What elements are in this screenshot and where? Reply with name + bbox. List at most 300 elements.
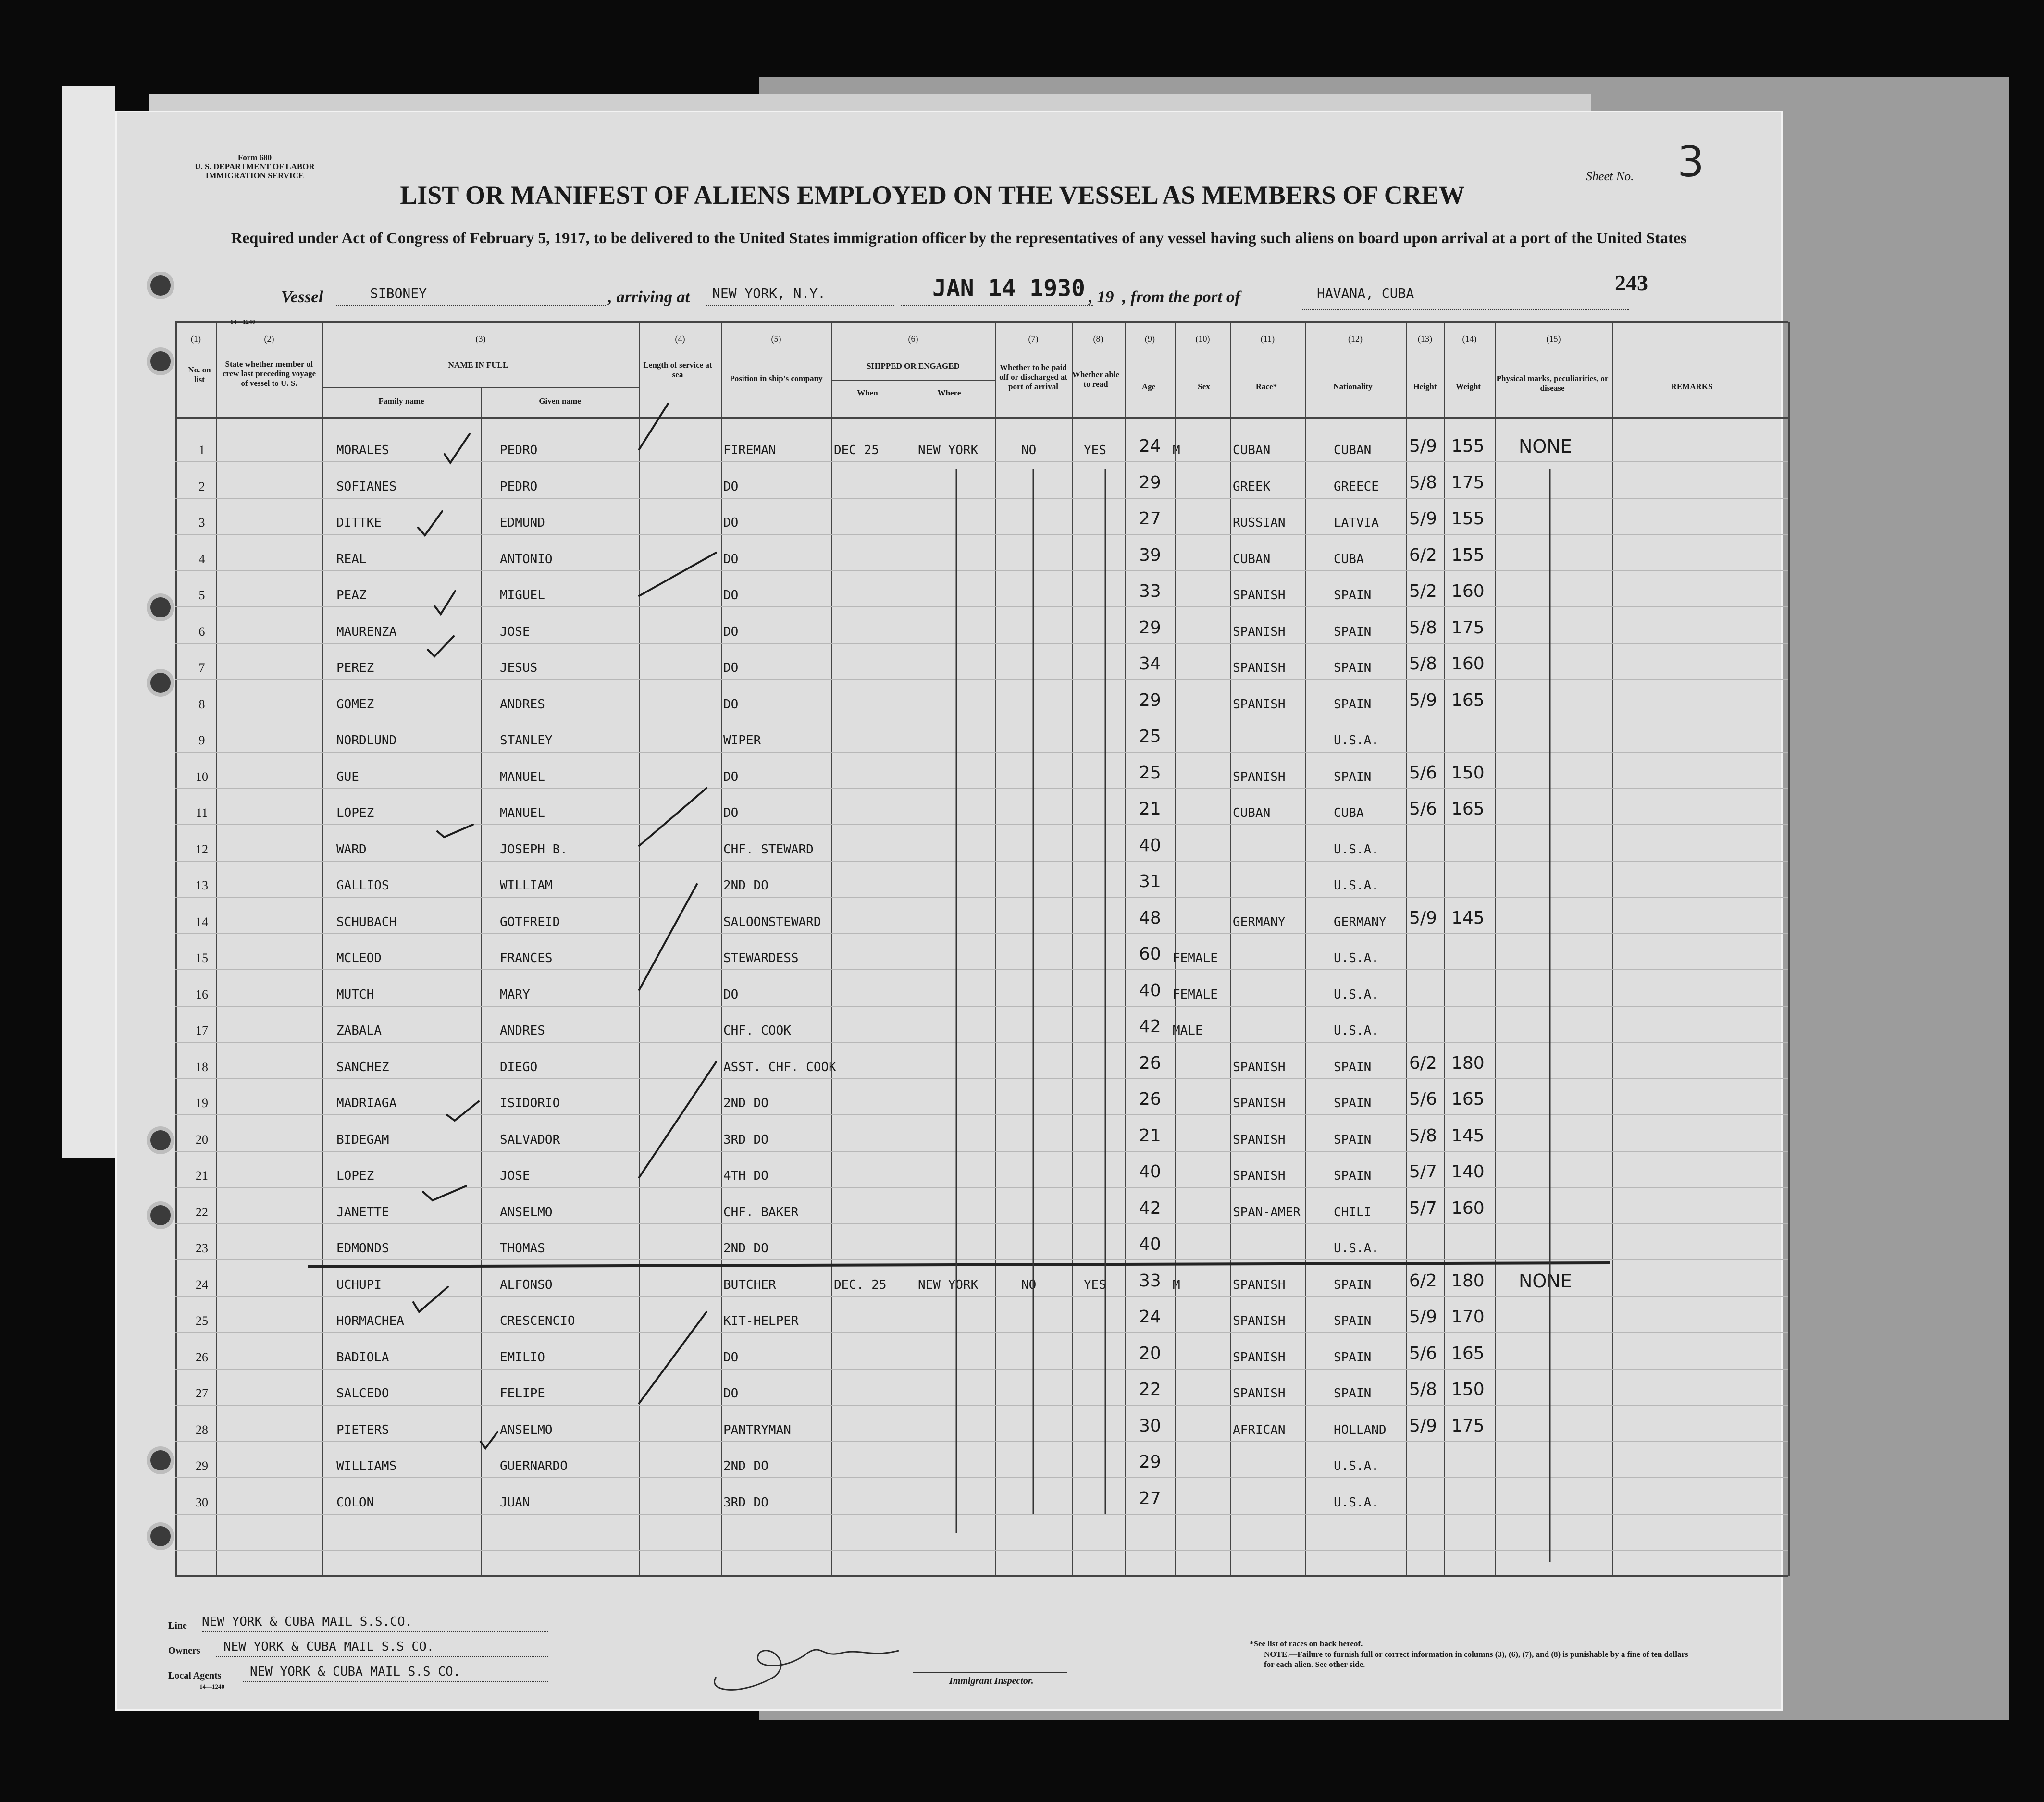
- nationality: SPAIN: [1334, 1314, 1372, 1328]
- col-height: Height: [1413, 382, 1437, 391]
- weight: 155: [1451, 545, 1485, 565]
- sheet-number-label: Sheet No.: [1586, 169, 1634, 183]
- nationality: LATVIA: [1334, 516, 1379, 530]
- age: 26: [1139, 1053, 1161, 1073]
- family-name: ZABALA: [336, 1024, 382, 1038]
- column-number: (3): [475, 334, 486, 344]
- position: DO: [723, 552, 739, 567]
- given-name: GOTFREID: [500, 914, 560, 929]
- given-name: MANUEL: [500, 769, 545, 784]
- column-number: (2): [264, 334, 274, 344]
- nationality: U.S.A.: [1334, 1459, 1379, 1473]
- row-number: 21: [196, 1169, 208, 1183]
- nationality: U.S.A.: [1334, 733, 1379, 748]
- shipped-when: DEC 25: [834, 443, 879, 457]
- given-name: MARY: [500, 987, 530, 1002]
- family-name: DITTKE: [336, 516, 382, 530]
- sex: M: [1173, 1277, 1180, 1292]
- position: ASST. CHF. COOK: [723, 1060, 836, 1074]
- races-note: *See list of races on back hereof.: [1250, 1639, 1363, 1648]
- family-name: WARD: [336, 842, 367, 857]
- weight: 155: [1451, 509, 1485, 529]
- nationality: SPAIN: [1334, 624, 1372, 639]
- nationality: U.S.A.: [1334, 1024, 1379, 1038]
- col-age: Age: [1141, 382, 1156, 391]
- race: SPANISH: [1233, 1060, 1286, 1074]
- from-label: , from the port of: [1122, 287, 1240, 306]
- vessel-label: Vessel: [281, 287, 323, 306]
- nationality: U.S.A.: [1334, 878, 1379, 893]
- nationality: U.S.A.: [1334, 987, 1379, 1002]
- position: 2ND DO: [723, 878, 768, 893]
- nationality: SPAIN: [1334, 661, 1372, 675]
- column-number: (13): [1418, 334, 1432, 344]
- race: SPANISH: [1233, 588, 1286, 603]
- col-physical: Physical marks, peculiarities, or disease: [1496, 374, 1609, 393]
- age: 29: [1139, 690, 1161, 710]
- shipped-where: NEW YORK: [918, 443, 979, 457]
- race: SPANISH: [1233, 697, 1286, 712]
- length-of-service-mark: [639, 788, 706, 846]
- row-number: 7: [198, 661, 205, 675]
- given-name: ALFONSO: [500, 1277, 553, 1292]
- nationality: CHILI: [1334, 1205, 1372, 1220]
- height: 5/8: [1409, 1125, 1437, 1146]
- position: FIREMAN: [723, 443, 776, 457]
- given-name: EDMUND: [500, 516, 545, 530]
- race: GREEK: [1233, 479, 1271, 494]
- family-name: NORDLUND: [336, 733, 397, 748]
- col-nationality: Nationality: [1333, 382, 1373, 391]
- height: 5/8: [1409, 1380, 1437, 1399]
- given-name: PEDRO: [500, 443, 538, 457]
- row-number: 27: [196, 1386, 208, 1400]
- age: 29: [1139, 1452, 1161, 1472]
- age: 33: [1139, 1271, 1161, 1291]
- family-name: COLON: [336, 1495, 374, 1510]
- given-name: ANSELMO: [500, 1205, 553, 1220]
- race: SPAN-AMER: [1233, 1205, 1301, 1220]
- height: 5/9: [1409, 509, 1437, 529]
- position: DO: [723, 516, 739, 530]
- height: 5/9: [1409, 1307, 1437, 1327]
- given-name: FELIPE: [500, 1386, 545, 1401]
- nationality: CUBA: [1334, 552, 1364, 567]
- family-name: REAL: [336, 552, 367, 567]
- weight: 145: [1451, 1125, 1485, 1146]
- col-family-name: Family name: [378, 396, 424, 406]
- agents-value: NEW YORK & CUBA MAIL S.S CO.: [250, 1665, 461, 1679]
- family-name: WILLIAMS: [336, 1459, 397, 1473]
- weight: 165: [1451, 1343, 1485, 1363]
- height: 5/6: [1409, 799, 1437, 819]
- nationality: U.S.A.: [1334, 842, 1379, 857]
- age: 20: [1139, 1343, 1161, 1363]
- col-given-name: Given name: [539, 396, 581, 406]
- row-number: 8: [198, 697, 205, 711]
- family-name: SCHUBACH: [336, 914, 397, 929]
- family-name: BIDEGAM: [336, 1132, 389, 1147]
- inspector-signature: [697, 1624, 947, 1701]
- race: SPANISH: [1233, 1314, 1286, 1328]
- row-number: 20: [196, 1132, 208, 1147]
- age: 29: [1139, 472, 1161, 493]
- agents-ref: 14—1240: [199, 1683, 224, 1690]
- weight: 160: [1451, 1198, 1485, 1218]
- agents-underline: [243, 1681, 548, 1682]
- race: SPANISH: [1233, 1277, 1286, 1292]
- agents-label: Local Agents: [168, 1670, 222, 1681]
- given-name: JOSE: [500, 1169, 530, 1183]
- race: SPANISH: [1233, 1169, 1286, 1183]
- weight: 175: [1451, 472, 1485, 493]
- nationality: GREECE: [1334, 479, 1379, 494]
- height: 5/7: [1409, 1198, 1437, 1218]
- department-name: U. S. DEPARTMENT OF LABOR: [195, 162, 315, 171]
- row-number: 24: [196, 1277, 208, 1292]
- given-name: PEDRO: [500, 479, 538, 494]
- row-number: 28: [196, 1422, 208, 1437]
- arrival-date-stamp: JAN 14 1930: [932, 275, 1085, 302]
- nationality: CUBAN: [1334, 443, 1372, 457]
- paid-off: NO: [1021, 1277, 1037, 1292]
- year-label: , 19: [1089, 287, 1114, 306]
- col-able-read: Whether able to read: [1072, 370, 1120, 389]
- manifest-number: 243: [1615, 271, 1648, 295]
- service-name: IMMIGRATION SERVICE: [205, 171, 304, 180]
- row-number: 14: [196, 914, 208, 929]
- position: BUTCHER: [723, 1277, 776, 1292]
- given-name: CRESCENCIO: [500, 1314, 575, 1328]
- given-name: ANDRES: [500, 1024, 545, 1038]
- from-port: HAVANA, CUBA: [1317, 285, 1414, 301]
- checkmark: [437, 825, 473, 837]
- race: SPANISH: [1233, 1386, 1286, 1401]
- family-name: GUE: [336, 769, 359, 784]
- race: SPANISH: [1233, 1096, 1286, 1111]
- weight: 170: [1451, 1307, 1485, 1327]
- given-name: MANUEL: [500, 806, 545, 820]
- sex: FEMALE: [1173, 987, 1218, 1002]
- position: 2ND DO: [723, 1096, 768, 1111]
- position: DO: [723, 661, 739, 675]
- family-name: HORMACHEA: [336, 1314, 404, 1328]
- weight: 175: [1451, 1416, 1485, 1436]
- age: 24: [1139, 1307, 1161, 1327]
- col-paid-off: Whether to be paid off or discharged at port of arrival: [999, 363, 1067, 391]
- family-name: PIETERS: [336, 1422, 389, 1437]
- row-number: 12: [196, 842, 208, 856]
- col-sex: Sex: [1198, 382, 1210, 391]
- arriving-port: NEW YORK, N.Y.: [712, 285, 826, 301]
- column-number: (5): [771, 334, 781, 344]
- position: CHF. BAKER: [723, 1205, 799, 1220]
- race: CUBAN: [1233, 443, 1271, 457]
- height: 5/9: [1409, 690, 1437, 710]
- age: 60: [1139, 944, 1161, 964]
- sheet-number: 3: [1677, 137, 1704, 186]
- col-no-on-list: No. on list: [188, 365, 211, 384]
- given-name: ISIDORIO: [500, 1096, 560, 1111]
- col-length-service: Length of service at sea: [643, 360, 712, 379]
- position: DO: [723, 697, 739, 712]
- race: SPANISH: [1233, 661, 1286, 675]
- given-name: ANSELMO: [500, 1422, 553, 1437]
- age: 27: [1139, 1488, 1161, 1508]
- sex: M: [1173, 443, 1180, 457]
- given-name: SALVADOR: [500, 1132, 560, 1147]
- age: 29: [1139, 617, 1161, 638]
- row-number: 18: [196, 1060, 208, 1074]
- nationality: U.S.A.: [1334, 1495, 1379, 1510]
- row-number: 9: [198, 733, 205, 747]
- age: 25: [1139, 727, 1161, 746]
- col-remarks: REMARKS: [1671, 382, 1713, 391]
- race: SPANISH: [1233, 1350, 1286, 1365]
- length-of-service-mark: [639, 553, 716, 596]
- given-name: ANTONIO: [500, 552, 553, 567]
- position: DO: [723, 588, 739, 603]
- length-of-service-mark: [639, 404, 668, 449]
- given-name: JESUS: [500, 661, 538, 675]
- height: 5/6: [1409, 763, 1437, 783]
- row-number: 29: [196, 1459, 208, 1473]
- weight: 165: [1451, 1089, 1485, 1109]
- given-name: STANLEY: [500, 733, 553, 748]
- line-label: Line: [168, 1620, 187, 1631]
- family-name: SANCHEZ: [336, 1060, 389, 1074]
- age: 22: [1139, 1380, 1161, 1399]
- col-name-in-full: NAME IN FULL: [448, 360, 508, 370]
- age: 40: [1139, 980, 1161, 1000]
- family-name: UCHUPI: [336, 1277, 382, 1292]
- age: 40: [1139, 835, 1161, 855]
- line-underline: [202, 1631, 548, 1632]
- position: DO: [723, 806, 739, 820]
- weight: 145: [1451, 908, 1485, 928]
- position: PANTRYMAN: [723, 1422, 791, 1437]
- age: 39: [1139, 545, 1161, 565]
- shipped-where: NEW YORK: [918, 1277, 979, 1292]
- position: 3RD DO: [723, 1132, 768, 1147]
- column-number: (9): [1145, 334, 1155, 344]
- weight: 165: [1451, 690, 1485, 710]
- age: 25: [1139, 763, 1161, 783]
- family-name: MADRIAGA: [336, 1096, 397, 1111]
- given-name: JOSE: [500, 624, 530, 639]
- nationality: HOLLAND: [1334, 1422, 1387, 1437]
- given-name: DIEGO: [500, 1060, 538, 1074]
- age: 40: [1139, 1162, 1161, 1182]
- col-where: Where: [937, 388, 961, 397]
- checkmark: [418, 511, 442, 535]
- position: SALOONSTEWARD: [723, 914, 821, 929]
- family-name: MUTCH: [336, 987, 374, 1002]
- weight: 160: [1451, 581, 1485, 601]
- given-name: EMILIO: [500, 1350, 545, 1365]
- race: CUBAN: [1233, 806, 1271, 820]
- col-weight: Weight: [1456, 382, 1481, 391]
- age: 33: [1139, 581, 1161, 601]
- position: 2ND DO: [723, 1459, 768, 1473]
- row-number: 4: [198, 552, 205, 566]
- family-name: SALCEDO: [336, 1386, 389, 1401]
- nationality: SPAIN: [1334, 769, 1372, 784]
- age: 40: [1139, 1234, 1161, 1254]
- checkmark: [413, 1287, 448, 1312]
- position: DO: [723, 479, 739, 494]
- row-number: 17: [196, 1024, 208, 1037]
- age: 48: [1139, 908, 1161, 928]
- weight: 150: [1451, 763, 1485, 783]
- checkmark: [423, 1186, 466, 1200]
- column-number: (10): [1195, 334, 1210, 344]
- weight: 180: [1451, 1271, 1485, 1291]
- family-name: MORALES: [336, 443, 389, 457]
- sex: MALE: [1173, 1024, 1203, 1038]
- column-number: (8): [1093, 334, 1103, 344]
- col-position: Position in ship's company: [730, 374, 823, 383]
- column-number: (1): [191, 334, 201, 344]
- checkmark: [447, 1101, 479, 1121]
- given-name: JUAN: [500, 1495, 530, 1510]
- column-number: (6): [908, 334, 918, 344]
- row-number: 30: [196, 1495, 208, 1509]
- owners-value: NEW YORK & CUBA MAIL S.S CO.: [223, 1640, 434, 1654]
- family-name: SOFIANES: [336, 479, 397, 494]
- race: RUSSIAN: [1233, 516, 1286, 530]
- nationality: SPAIN: [1334, 1169, 1372, 1183]
- nationality: SPAIN: [1334, 697, 1372, 712]
- height: 5/8: [1409, 617, 1437, 638]
- height: 5/6: [1409, 1343, 1437, 1363]
- position: CHF. COOK: [723, 1024, 791, 1038]
- age: 34: [1139, 654, 1161, 674]
- height: 6/2: [1409, 545, 1437, 565]
- position: 3RD DO: [723, 1495, 768, 1510]
- strike-through-row-23: [308, 1263, 1610, 1267]
- checkmark: [428, 636, 454, 656]
- given-name: GUERNARDO: [500, 1459, 568, 1473]
- paid-off: NO: [1021, 443, 1037, 457]
- line-value: NEW YORK & CUBA MAIL S.S.CO.: [202, 1615, 413, 1629]
- race: CUBAN: [1233, 552, 1271, 567]
- row-number: 2: [198, 479, 205, 494]
- nationality: SPAIN: [1334, 1096, 1372, 1111]
- row-number: 26: [196, 1350, 208, 1364]
- age: 31: [1139, 872, 1161, 891]
- weight: 180: [1451, 1053, 1485, 1073]
- arriving-label: , arriving at: [608, 287, 690, 306]
- weight: 155: [1451, 436, 1485, 456]
- nationality: U.S.A.: [1334, 1241, 1379, 1256]
- race: AFRICAN: [1233, 1422, 1286, 1437]
- given-name: FRANCES: [500, 951, 553, 965]
- family-name: LOPEZ: [336, 1169, 374, 1183]
- row-number: 5: [198, 588, 205, 602]
- checkmark: [445, 434, 470, 463]
- able-to-read: YES: [1084, 1277, 1106, 1292]
- row-number: 3: [198, 516, 205, 530]
- family-name: PEAZ: [336, 588, 367, 603]
- column-number: (15): [1546, 334, 1561, 344]
- age: 42: [1139, 1198, 1161, 1218]
- col-state-whether: State whether member of crew last preceding voyage of vessel to U. S.: [222, 359, 316, 388]
- row-number: 23: [196, 1241, 208, 1255]
- column-number: (7): [1028, 334, 1039, 344]
- given-name: JOSEPH B.: [500, 842, 568, 857]
- weight: 140: [1451, 1162, 1485, 1182]
- penalty-note: NOTE.—Failure to furnish full or correct information in columns (3), (6), (7), and (8) is punishable by a fine of ten dollars for each alien. See other side.: [1264, 1650, 1688, 1669]
- column-number: (12): [1348, 334, 1363, 344]
- row-number: 10: [196, 769, 208, 784]
- sex: FEMALE: [1173, 951, 1218, 965]
- owners-label: Owners: [168, 1645, 200, 1656]
- weight: 150: [1451, 1380, 1485, 1399]
- weight: 165: [1451, 799, 1485, 819]
- row-number: 25: [196, 1314, 208, 1328]
- length-of-service-mark: [639, 1062, 716, 1177]
- nationality: SPAIN: [1334, 1277, 1372, 1292]
- family-name: BADIOLA: [336, 1350, 389, 1365]
- vessel-name: SIBONEY: [370, 285, 427, 301]
- given-name: ANDRES: [500, 697, 545, 712]
- height: 5/9: [1409, 1416, 1437, 1436]
- family-name: MCLEOD: [336, 951, 382, 965]
- age: 30: [1139, 1416, 1161, 1436]
- age: 26: [1139, 1089, 1161, 1109]
- height: 6/2: [1409, 1053, 1437, 1073]
- nationality: CUBA: [1334, 806, 1364, 820]
- col-race: Race*: [1255, 382, 1277, 391]
- race: SPANISH: [1233, 624, 1286, 639]
- race: SPANISH: [1233, 769, 1286, 784]
- nationality: GERMANY: [1334, 914, 1387, 929]
- position: 4TH DO: [723, 1169, 768, 1183]
- form-number: Form 680: [237, 153, 272, 162]
- age: 21: [1139, 799, 1161, 819]
- position: DO: [723, 987, 739, 1002]
- row-number: 22: [196, 1205, 208, 1219]
- row-number: 11: [196, 806, 208, 820]
- height: 5/7: [1409, 1162, 1437, 1182]
- column-number: (14): [1462, 334, 1477, 344]
- family-name: JANETTE: [336, 1205, 389, 1220]
- position: DO: [723, 1350, 739, 1365]
- weight: 175: [1451, 617, 1485, 638]
- height: 5/9: [1409, 908, 1437, 928]
- family-name: GALLIOS: [336, 878, 389, 893]
- length-of-service-mark: [639, 1312, 706, 1403]
- column-number: (11): [1260, 334, 1275, 344]
- nationality: SPAIN: [1334, 1132, 1372, 1147]
- checkmark: [481, 1432, 497, 1448]
- height: 5/6: [1409, 1089, 1437, 1109]
- column-number: (4): [675, 334, 685, 344]
- position: DO: [723, 1386, 739, 1401]
- family-name: GOMEZ: [336, 697, 374, 712]
- inspector-underline: [913, 1672, 1067, 1673]
- position: STEWARDESS: [723, 951, 799, 965]
- race: SPANISH: [1233, 1132, 1286, 1147]
- length-of-service-mark: [639, 884, 697, 990]
- nationality: SPAIN: [1334, 1386, 1372, 1401]
- row-number: 16: [196, 987, 208, 1001]
- row-number: 15: [196, 951, 208, 965]
- position: DO: [723, 624, 739, 639]
- col-when: When: [857, 388, 878, 397]
- family-name: LOPEZ: [336, 806, 374, 820]
